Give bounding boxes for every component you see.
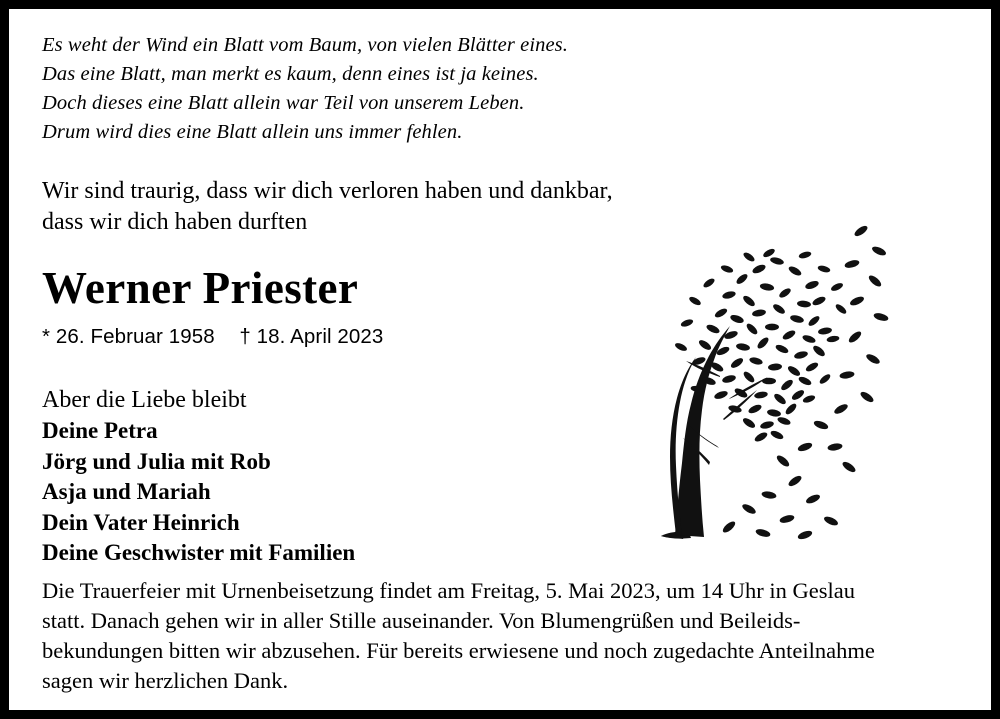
funeral-details-line-3: bekundungen bitten wir abzusehen. Für bereits erwiesene und noch zugedachte Anteilnahme xyxy=(42,638,875,663)
poem-block xyxy=(42,31,961,147)
poem-line-3: Doch dieses eine Blatt allein war Teil von unserem Leben. xyxy=(42,92,525,114)
notice-inner xyxy=(9,9,991,710)
intro-line-1: Wir sind traurig, dass wir dich verloren haben und dankbar, xyxy=(42,178,613,204)
poem-line-2: Das eine Blatt, man merkt es kaum, denn eines ist ja keines. xyxy=(42,63,539,85)
funeral-details-line-1: Die Trauerfeier mit Urnenbeisetzung findet am Freitag, 5. Mai 2023, um 14 Uhr in Geslau xyxy=(42,578,855,603)
survivor-name: Deine Petra xyxy=(42,418,158,443)
funeral-details xyxy=(42,576,965,696)
survivor-name: Deine Geschwister mit Familien xyxy=(42,540,356,565)
deceased-name: Werner Priester xyxy=(42,263,359,313)
poem-line-1: Es weht der Wind ein Blatt vom Baum, von vielen Blätter eines. xyxy=(42,34,568,56)
death-date: 18. April 2023 xyxy=(256,325,384,348)
birth-date: 26. Februar 1958 xyxy=(55,325,215,348)
death-symbol: † xyxy=(239,325,251,348)
intro-line-2: dass wir dich haben durften xyxy=(42,209,308,235)
tree-illustration-icon xyxy=(609,209,909,549)
poem-line-4: Drum wird dies eine Blatt allein uns immer fehlen. xyxy=(42,121,463,143)
survivor-name: Asja und Mariah xyxy=(42,479,211,504)
survivor-name: Dein Vater Heinrich xyxy=(42,509,240,535)
survivor-name: Jörg und Julia mit Rob xyxy=(42,448,271,474)
funeral-details-line-2: statt. Danach gehen wir in aller Stille auseinander. Von Blumengrüßen und Beileids- xyxy=(42,608,801,633)
funeral-details-line-4: sagen wir herzlichen Dank. xyxy=(42,668,289,693)
survivors-lead: Aber die Liebe bleibt xyxy=(42,387,247,413)
birth-symbol: * xyxy=(42,325,51,348)
